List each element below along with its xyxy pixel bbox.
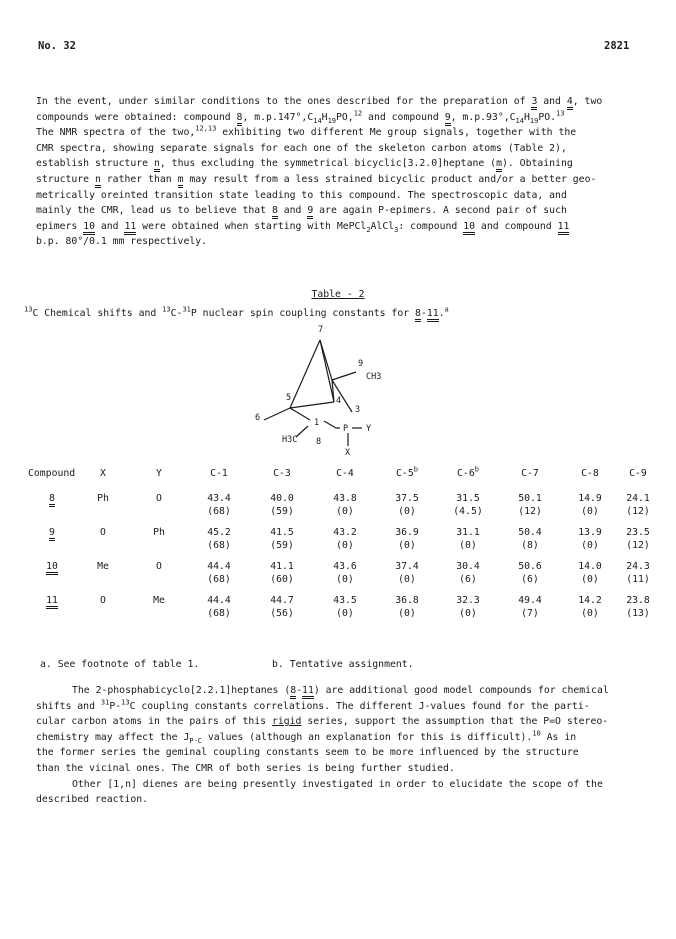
- p1-line: mainly the CMR, lead us to believe that 8 and 9 are again P-epimers. A second pair of such: [36, 203, 646, 219]
- table-cell: (0): [581, 574, 599, 585]
- table-cell: 50.1: [518, 493, 542, 504]
- table-cell: 31.5: [456, 493, 480, 504]
- structure-label-c7: 7: [318, 325, 324, 335]
- table-cell: 49.4: [518, 595, 542, 606]
- structure-label-h3c: H3C: [282, 435, 298, 445]
- table-cell: Ph: [153, 527, 165, 538]
- table-cell: (0): [398, 506, 416, 517]
- table-row-coupling: [28, 539, 658, 552]
- p1-line: epimers 10 and 11 were obtained when starting with MePCl$_2$AlCl$_3$: compound 10 and compound 11: [36, 220, 570, 234]
- table-spacer: [28, 620, 658, 628]
- table-cell: 10: [28, 560, 76, 573]
- table-cell: (59): [270, 540, 294, 551]
- table-cell: 30.4: [456, 561, 480, 572]
- table-cell: O: [100, 527, 106, 538]
- p2-line: shifts and $^{31}$P-$^{13}$C coupling constants correlations. The different J-values found for the parti-: [36, 698, 590, 712]
- table-cell: 43.5: [333, 595, 357, 606]
- table-spacer: [28, 518, 658, 526]
- table-cell: (59): [270, 506, 294, 517]
- p1-line: The NMR spectra of the two,$^{12,13}$ exhibiting two different Me group signals, together with the: [36, 124, 577, 139]
- p2-line: than the vicinal ones. The CMR of both series is being further studied.: [36, 762, 455, 774]
- table-spacer: [28, 480, 658, 492]
- table-cell: (68): [207, 506, 231, 517]
- table-cell: 44.4: [207, 561, 231, 572]
- table-cell: (0): [459, 608, 477, 619]
- table-cell: 23.8: [626, 595, 650, 606]
- table-cell: (0): [459, 540, 477, 551]
- table-cell: 41.1: [270, 561, 294, 572]
- column-header: C-9: [629, 468, 647, 479]
- structure-label-x: X: [345, 448, 351, 458]
- p1-line: compounds were obtained: compound 8, $m.p.147^\circ,C_{14}H_{19}PO,^{12}$ and compound 9, $m.p.93^\circ,C_{14}H_{19}PO.^{13}$: [36, 109, 565, 125]
- table-cell: 23.5: [626, 527, 650, 538]
- table-cell: 36.8: [395, 595, 419, 606]
- table-cell: O: [156, 493, 162, 504]
- table-cell: (12): [626, 540, 650, 551]
- table-cell: 44.4: [207, 595, 231, 606]
- table-cell: 50.6: [518, 561, 542, 572]
- p1-line: establish structure n, thus excluding the symmetrical bicyclic[3.2.0]heptane (m). Obtaining: [36, 156, 646, 172]
- table-row-coupling: [28, 607, 658, 620]
- structure-label-c4: 4: [336, 396, 342, 406]
- table-cell: (12): [626, 506, 650, 517]
- table-cell: 44.7: [270, 595, 294, 606]
- table-cell: (0): [336, 574, 354, 585]
- table-cell: 32.3: [456, 595, 480, 606]
- table-cell: 40.0: [270, 493, 294, 504]
- table-row: [28, 526, 658, 539]
- table-cell: (0): [398, 608, 416, 619]
- table-cell: [130, 539, 188, 552]
- column-header: C-8: [581, 468, 599, 479]
- table-cell: (7): [521, 608, 539, 619]
- p2-line: described reaction.: [36, 794, 149, 806]
- table-cell: O: [156, 561, 162, 572]
- table-cell: O: [100, 595, 106, 606]
- table-cell: 8: [28, 492, 76, 505]
- structure-label-c8: 8: [316, 437, 322, 447]
- table-row: [28, 492, 658, 505]
- column-header: C-3: [273, 468, 291, 479]
- table-cell: (56): [270, 608, 294, 619]
- p1-line: b.p. 80°/0.1 mm respectively.: [36, 236, 208, 248]
- table-cell: 43.2: [333, 527, 357, 538]
- column-header: C-7: [521, 468, 539, 479]
- table-cell: (0): [336, 608, 354, 619]
- structure-label-c1: 1: [314, 418, 320, 428]
- column-header: C-4: [336, 468, 354, 479]
- table-cell: 37.4: [395, 561, 419, 572]
- table-row: [28, 594, 658, 607]
- p1-line: structure n rather than m may result from a less strained bicyclic product and/or a better geo-: [36, 172, 646, 188]
- p2-line: The 2-phosphabicyclo[2.2.1]heptanes (8-11) are additional good model compounds for chemical: [36, 683, 646, 699]
- table-cell: [130, 573, 188, 586]
- footnote-a: a. See footnote of table 1.: [40, 659, 200, 670]
- table-caption-text: $^{13}$C Chemical shifts and $^{13}$C-$^{31}$P nuclear spin coupling constants for 8-11.$^a$: [24, 306, 646, 322]
- table-cell: 24.1: [626, 493, 650, 504]
- table-row-coupling: [28, 505, 658, 518]
- chemical-shift-table: [28, 467, 658, 628]
- p2-line: cular carbon atoms in the pairs of this rigid series, support the assumption that the P=O stereo-: [36, 716, 609, 728]
- table-cell: (0): [398, 540, 416, 551]
- table-cell: (0): [336, 540, 354, 551]
- table-cell: 13.9: [578, 527, 602, 538]
- table-cell: [76, 505, 130, 518]
- table-cell: (0): [581, 540, 599, 551]
- table-cell: [130, 607, 188, 620]
- structure-label-c6: 6: [255, 413, 261, 423]
- table-cell: 31.1: [456, 527, 480, 538]
- table-cell: [76, 607, 130, 620]
- table-cell: 24.3: [626, 561, 650, 572]
- table-cell: 43.4: [207, 493, 231, 504]
- table-row-coupling: [28, 573, 658, 586]
- table-cell: 14.0: [578, 561, 602, 572]
- structure-label-c9: 9: [358, 359, 364, 369]
- table-cell: (0): [398, 574, 416, 585]
- table-spacer: [28, 586, 658, 594]
- structure-label-c5: 5: [286, 393, 292, 403]
- column-header: C-6$^b$: [457, 465, 479, 479]
- table-cell: (13): [626, 608, 650, 619]
- table-cell: [76, 539, 130, 552]
- table-cell: 37.5: [395, 493, 419, 504]
- table-cell: (0): [336, 506, 354, 517]
- table-cell: (11): [626, 574, 650, 585]
- table-cell: (4.5): [453, 506, 483, 517]
- table-cell: Ph: [97, 493, 109, 504]
- table-cell: (12): [518, 506, 542, 517]
- table-header-row: [28, 467, 658, 480]
- table-cell: 45.2: [207, 527, 231, 538]
- table-cell: 43.6: [333, 561, 357, 572]
- paragraph-2: [36, 683, 646, 808]
- p2-line: the former series the geminal coupling constants seem to be more influenced by the structure: [36, 747, 579, 759]
- table-cell: 41.5: [270, 527, 294, 538]
- table-cell: 50.4: [518, 527, 542, 538]
- structure-label-ch3: CH3: [366, 372, 382, 382]
- table-cell: (68): [207, 540, 231, 551]
- table-title-text: Table - 2: [311, 289, 365, 300]
- column-header: Y: [156, 468, 162, 479]
- footnote-b: b. Tentative assignment.: [272, 659, 414, 670]
- table-spacer: [28, 552, 658, 560]
- column-header: C-1: [210, 468, 228, 479]
- table-cell: (0): [581, 506, 599, 517]
- p1-line: In the event, under similar conditions to the ones described for the preparation of 3 and 4, two: [36, 94, 646, 110]
- table-cell: (0): [581, 608, 599, 619]
- structure-label-y: Y: [366, 424, 372, 434]
- table-cell: 14.2: [578, 595, 602, 606]
- table-cell: [76, 573, 130, 586]
- table-cell: Me: [153, 595, 165, 606]
- table-cell: (6): [521, 574, 539, 585]
- structure-label-p: P: [343, 424, 349, 434]
- page-number: 2821: [604, 40, 630, 52]
- table-cell: [130, 505, 188, 518]
- table-cell: 11: [28, 594, 76, 607]
- table-cell: 43.8: [333, 493, 357, 504]
- table-cell: 36.9: [395, 527, 419, 538]
- table-cell: 9: [28, 526, 76, 539]
- column-header: X: [100, 468, 106, 479]
- table-row: [28, 560, 658, 573]
- table-cell: 14.9: [578, 493, 602, 504]
- table-cell: (68): [207, 574, 231, 585]
- structure-label-c3: 3: [355, 405, 361, 415]
- p1-line: metrically oreinted transition state leading to this compound. The spectroscopic data, and: [36, 189, 567, 201]
- table-cell: (8): [521, 540, 539, 551]
- column-header: C-5$^b$: [396, 465, 418, 479]
- p1-line: CMR spectra, showing separate signals for each one of the skeleton carbon atoms (Table 2),: [36, 142, 567, 154]
- table-cell: Me: [97, 561, 109, 572]
- journal-issue: No. 32: [38, 40, 76, 52]
- table-cell: (6): [459, 574, 477, 585]
- table-cell: (68): [207, 608, 231, 619]
- column-header: Compound: [28, 468, 76, 479]
- p2-line: Other [1,n] dienes are being presently investigated in order to elucidate the scope of the: [72, 778, 603, 790]
- table-cell: (60): [270, 574, 294, 585]
- p2-line: chemistry may affect the $J_{P-C}$ values (although an explanation for this is difficult).$^{10}$ As in: [36, 729, 577, 745]
